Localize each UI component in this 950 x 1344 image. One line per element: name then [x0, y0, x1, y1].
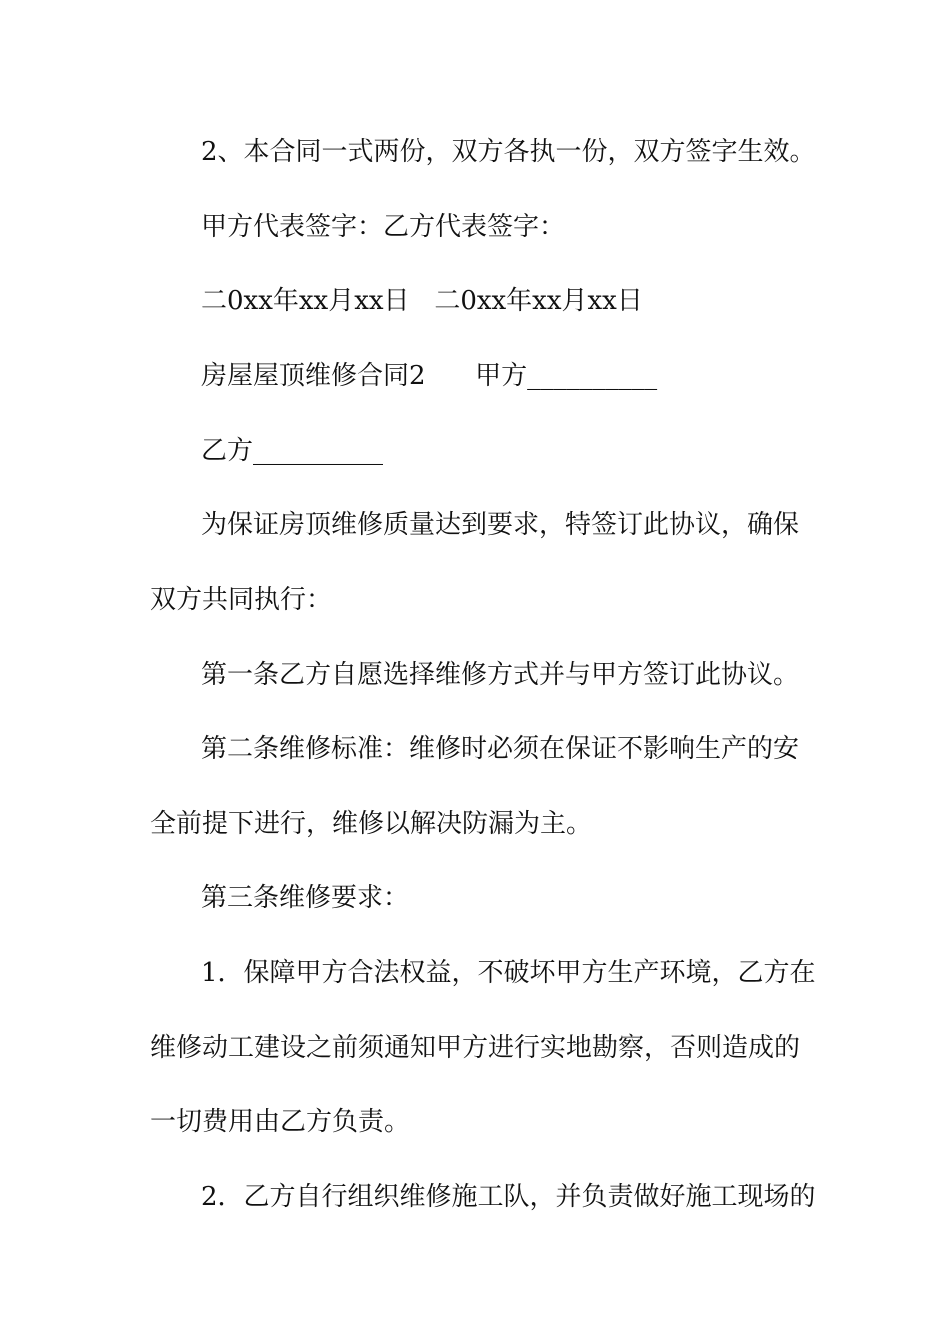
- preamble-line-1: 为保证房顶维修质量达到要求，特签订此协议，确保: [201, 510, 800, 540]
- party-b-line: 乙方__________: [201, 436, 384, 466]
- signature-line: 甲方代表签字：乙方代表签字：: [201, 212, 566, 242]
- preamble-line-2: 双方共同执行：: [150, 585, 333, 615]
- clause-two-copies: 2、本合同一式两份，双方各执一份，双方签字生效。: [201, 137, 816, 167]
- requirement-one-line-2: 维修动工建设之前须通知甲方进行实地勘察，否则造成的: [150, 1033, 801, 1063]
- article-one: 第一条乙方自愿选择维修方式并与甲方签订此协议。: [201, 660, 800, 690]
- article-two-line-2: 全前提下进行，维修以解决防漏为主。: [150, 809, 593, 839]
- contract-title-party-a: 房屋屋顶维修合同2 甲方__________: [201, 361, 658, 391]
- requirement-two-line-1: 2．乙方自行组织维修施工队，并负责做好施工现场的: [201, 1182, 816, 1212]
- requirement-one-line-1: 1．保障甲方合法权益，不破坏甲方生产环境，乙方在: [201, 958, 816, 988]
- date-line: 二0xx年xx月xx日 二0xx年xx月xx日: [201, 286, 643, 316]
- article-three-heading: 第三条维修要求：: [201, 883, 410, 913]
- article-two-line-1: 第二条维修标准：维修时必须在保证不影响生产的安: [201, 734, 800, 764]
- requirement-one-line-3: 一切费用由乙方负责。: [150, 1107, 411, 1137]
